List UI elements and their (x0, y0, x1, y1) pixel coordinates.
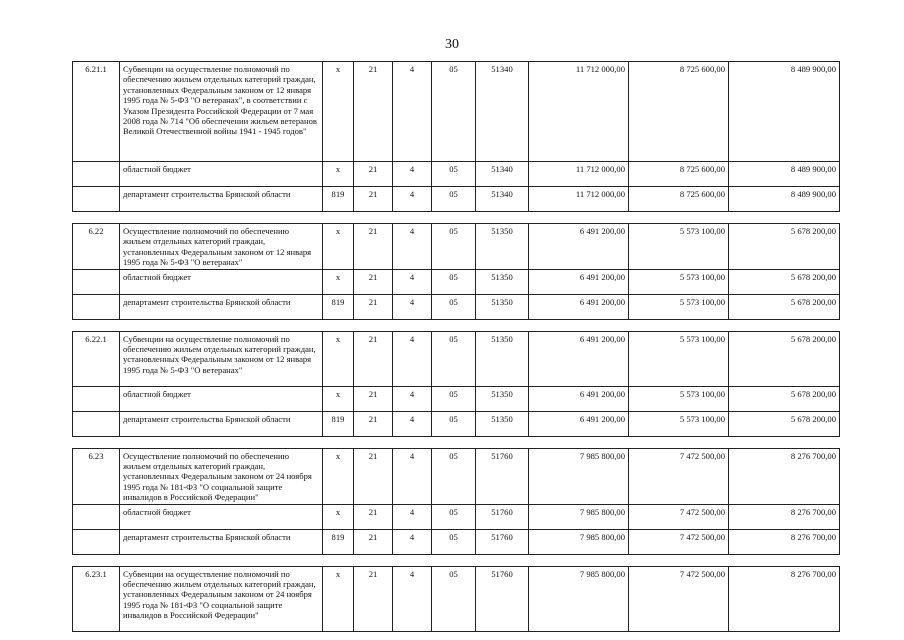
row-amount-year1: 11 712 000,00 (529, 187, 629, 212)
row-amount-year1: 7 985 800,00 (529, 504, 629, 529)
row-subsection: 4 (393, 448, 432, 504)
table-row (73, 162, 840, 187)
row-code (73, 386, 120, 411)
row-amount-year1: 7 985 800,00 (529, 448, 629, 504)
row-direction-code: 51760 (476, 448, 529, 504)
row-program-item: 05 (432, 162, 476, 187)
row-program-item: 05 (432, 62, 476, 162)
row-name: департамент строительства Брянской области (120, 294, 323, 319)
row-code: 6.22.1 (73, 331, 120, 386)
table-row (73, 62, 840, 162)
row-program-item: 05 (432, 529, 476, 554)
row-subsection: 4 (393, 386, 432, 411)
row-program-item: 05 (432, 411, 476, 436)
row-subsection: 4 (393, 529, 432, 554)
row-subsection: 4 (393, 62, 432, 162)
row-section: 21 (354, 162, 393, 187)
row-grbs: х (323, 566, 354, 631)
row-amount-year2: 7 472 500,00 (629, 448, 729, 504)
row-direction-code: 51340 (476, 62, 529, 162)
row-direction-code: 51760 (476, 529, 529, 554)
row-amount-year3: 8 276 700,00 (729, 529, 840, 554)
row-code (73, 162, 120, 187)
row-section: 21 (354, 504, 393, 529)
row-name: Осуществление полномочий по обеспечению жильем отдельных категорий граждан, установленных Федеральным законом от 12 января 1995 года № 5-ФЗ "О ветеранах" (120, 224, 323, 270)
separator-cell (73, 436, 840, 448)
row-program-item: 05 (432, 566, 476, 631)
row-amount-year1: 6 491 200,00 (529, 386, 629, 411)
row-amount-year3: 8 489 900,00 (729, 187, 840, 212)
row-direction-code: 51340 (476, 187, 529, 212)
row-section: 21 (354, 269, 393, 294)
row-program-item: 05 (432, 448, 476, 504)
separator-cell (73, 554, 840, 566)
row-amount-year2: 5 573 100,00 (629, 294, 729, 319)
row-direction-code: 51760 (476, 504, 529, 529)
row-amount-year1: 7 985 800,00 (529, 529, 629, 554)
row-grbs: х (323, 504, 354, 529)
row-grbs: х (323, 162, 354, 187)
row-program-item: 05 (432, 294, 476, 319)
row-amount-year1: 7 985 800,00 (529, 566, 629, 631)
section-separator (73, 319, 840, 331)
table-row (73, 566, 840, 631)
row-section: 21 (354, 411, 393, 436)
row-code (73, 411, 120, 436)
table-row (73, 386, 840, 411)
row-direction-code: 51350 (476, 386, 529, 411)
row-program-item: 05 (432, 504, 476, 529)
separator-cell (73, 212, 840, 224)
row-section: 21 (354, 566, 393, 631)
row-name: Субвенции на осуществление полномочий по обеспечению жильем отдельных категорий граждан, установленных Федеральным законом от 12 января 1995 года № 5-ФЗ "О ветеранах", в соответствии с Указом Президента Российской Федерации от 7 мая 2008 года № 714 "Об обеспечении жильем ветеранов Великой Отечественной войны 1941 - 1945 годов" (120, 62, 323, 162)
row-name: областной бюджет (120, 386, 323, 411)
row-name: департамент строительства Брянской области (120, 411, 323, 436)
row-section: 21 (354, 187, 393, 212)
row-amount-year1: 6 491 200,00 (529, 411, 629, 436)
row-subsection: 4 (393, 224, 432, 270)
row-amount-year3: 5 678 200,00 (729, 411, 840, 436)
row-amount-year1: 6 491 200,00 (529, 331, 629, 386)
row-section: 21 (354, 294, 393, 319)
row-amount-year3: 8 489 900,00 (729, 162, 840, 187)
section-separator (73, 554, 840, 566)
row-name: областной бюджет (120, 269, 323, 294)
row-subsection: 4 (393, 331, 432, 386)
row-amount-year2: 7 472 500,00 (629, 529, 729, 554)
row-program-item: 05 (432, 269, 476, 294)
row-direction-code: 51350 (476, 294, 529, 319)
row-amount-year2: 5 573 100,00 (629, 331, 729, 386)
row-grbs: х (323, 448, 354, 504)
row-subsection: 4 (393, 411, 432, 436)
row-section: 21 (354, 448, 393, 504)
row-amount-year1: 11 712 000,00 (529, 62, 629, 162)
row-section: 21 (354, 62, 393, 162)
row-amount-year1: 6 491 200,00 (529, 224, 629, 270)
row-amount-year2: 8 725 600,00 (629, 62, 729, 162)
row-direction-code: 51340 (476, 162, 529, 187)
row-code (73, 504, 120, 529)
row-name: Субвенции на осуществление полномочий по обеспечению жильем отдельных категорий граждан, установленных Федеральным законом от 12 января 1995 года № 5-ФЗ "О ветеранах" (120, 331, 323, 386)
row-program-item: 05 (432, 386, 476, 411)
row-code (73, 269, 120, 294)
table-row (73, 294, 840, 319)
row-amount-year3: 5 678 200,00 (729, 269, 840, 294)
page-number: 30 (445, 37, 459, 52)
row-direction-code: 51350 (476, 224, 529, 270)
row-name: департамент строительства Брянской области (120, 529, 323, 554)
row-amount-year2: 8 725 600,00 (629, 187, 729, 212)
row-grbs: х (323, 62, 354, 162)
row-section: 21 (354, 331, 393, 386)
table-row (73, 269, 840, 294)
row-code: 6.23 (73, 448, 120, 504)
row-program-item: 05 (432, 331, 476, 386)
row-grbs: х (323, 269, 354, 294)
row-amount-year3: 8 276 700,00 (729, 566, 840, 631)
row-amount-year1: 6 491 200,00 (529, 269, 629, 294)
row-name: департамент строительства Брянской области (120, 187, 323, 212)
row-grbs: х (323, 331, 354, 386)
row-program-item: 05 (432, 224, 476, 270)
row-amount-year3: 5 678 200,00 (729, 224, 840, 270)
row-name: Субвенции на осуществление полномочий по обеспечению жильем отдельных категорий граждан, установленных Федеральным законом от 24 ноября 1995 года № 181-ФЗ "О социальной защите инвалидов в Российской Федерации" (120, 566, 323, 631)
row-subsection: 4 (393, 504, 432, 529)
row-amount-year2: 5 573 100,00 (629, 269, 729, 294)
row-grbs: 819 (323, 294, 354, 319)
table-row (73, 529, 840, 554)
row-amount-year3: 5 678 200,00 (729, 331, 840, 386)
row-amount-year3: 8 489 900,00 (729, 62, 840, 162)
row-code (73, 294, 120, 319)
row-amount-year3: 5 678 200,00 (729, 294, 840, 319)
row-name: Осуществление полномочий по обеспечению жильем отдельных категорий граждан, установленных Федеральным законом от 24 ноября 1995 года № 181-ФЗ "О социальной защите инвалидов в Российской Федерации" (120, 448, 323, 504)
budget-table (72, 61, 840, 632)
row-direction-code: 51350 (476, 331, 529, 386)
row-grbs: 819 (323, 529, 354, 554)
row-code: 6.23.1 (73, 566, 120, 631)
row-amount-year2: 5 573 100,00 (629, 386, 729, 411)
row-direction-code: 51350 (476, 411, 529, 436)
separator-cell (73, 319, 840, 331)
row-subsection: 4 (393, 566, 432, 631)
row-amount-year1: 11 712 000,00 (529, 162, 629, 187)
row-section: 21 (354, 529, 393, 554)
row-subsection: 4 (393, 162, 432, 187)
row-amount-year2: 7 472 500,00 (629, 566, 729, 631)
row-grbs: 819 (323, 187, 354, 212)
table-row (73, 411, 840, 436)
row-subsection: 4 (393, 187, 432, 212)
row-name: областной бюджет (120, 162, 323, 187)
row-subsection: 4 (393, 294, 432, 319)
table-row (73, 448, 840, 504)
row-amount-year2: 7 472 500,00 (629, 504, 729, 529)
row-code: 6.22 (73, 224, 120, 270)
row-name: областной бюджет (120, 504, 323, 529)
row-amount-year3: 5 678 200,00 (729, 386, 840, 411)
row-grbs: х (323, 386, 354, 411)
row-subsection: 4 (393, 269, 432, 294)
row-code (73, 529, 120, 554)
row-amount-year2: 8 725 600,00 (629, 162, 729, 187)
row-amount-year2: 5 573 100,00 (629, 411, 729, 436)
row-program-item: 05 (432, 187, 476, 212)
table-row (73, 504, 840, 529)
section-separator (73, 436, 840, 448)
table-row (73, 187, 840, 212)
table-row (73, 224, 840, 270)
section-separator (73, 212, 840, 224)
row-amount-year1: 6 491 200,00 (529, 294, 629, 319)
table-row (73, 331, 840, 386)
row-code (73, 187, 120, 212)
row-section: 21 (354, 224, 393, 270)
row-amount-year3: 8 276 700,00 (729, 448, 840, 504)
row-amount-year3: 8 276 700,00 (729, 504, 840, 529)
row-grbs: 819 (323, 411, 354, 436)
row-direction-code: 51760 (476, 566, 529, 631)
row-section: 21 (354, 386, 393, 411)
row-amount-year2: 5 573 100,00 (629, 224, 729, 270)
row-direction-code: 51350 (476, 269, 529, 294)
row-grbs: х (323, 224, 354, 270)
row-code: 6.21.1 (73, 62, 120, 162)
